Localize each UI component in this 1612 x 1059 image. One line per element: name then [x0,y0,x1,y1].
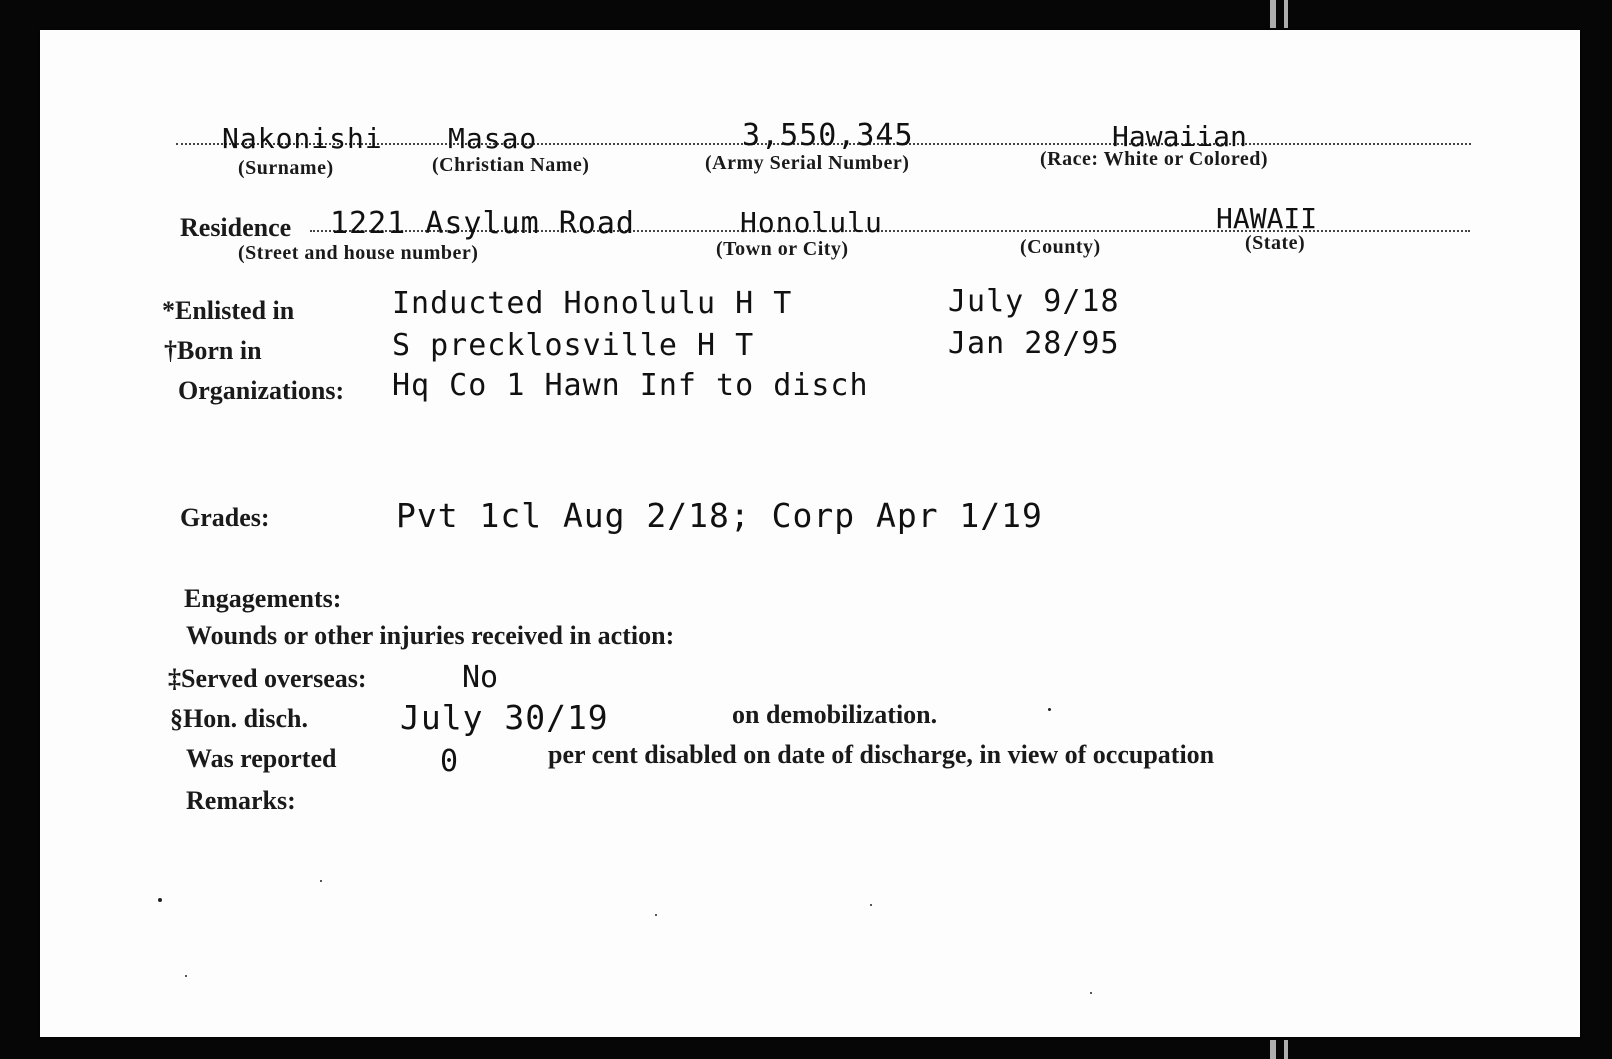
christian-name-caption: (Christian Name) [432,154,590,176]
enlisted-label: *Enlisted in [162,296,295,325]
street-caption: (Street and house number) [238,242,479,264]
enlisted-value: Inducted Honolulu H T [392,286,793,321]
county-caption: (County) [1020,236,1101,258]
remarks-label: Remarks: [186,786,296,815]
born-value: S precklosville H T [392,328,755,363]
serial-caption: (Army Serial Number) [705,152,910,174]
residence-town-value: Honolulu [740,206,883,239]
hon-disch-suffix: on demobilization. [732,700,938,729]
film-edge-mark [1270,0,1276,28]
residence-street-value: 1221 Asylum Road [330,206,635,241]
grades-value: Pvt 1cl Aug 2/18; Corp Apr 1/19 [396,496,1043,535]
born-date: Jan 28/95 [948,326,1120,361]
engagements-label: Engagements: [184,584,342,613]
town-caption: (Town or City) [716,238,849,260]
organizations-label: Organizations: [178,376,345,405]
grades-label: Grades: [180,503,270,532]
scan-speck [320,880,322,882]
scan-speck [655,914,657,916]
wounds-label: Wounds or other injuries received in action: [186,621,675,650]
residence-state-value: HAWAII [1216,202,1318,235]
disability-label: Was reported [186,744,337,773]
serial-number-value: 3,550,345 [742,118,914,153]
scan-speck [870,904,872,906]
surname-value: Nakonishi [222,122,383,155]
scan-speck [1090,992,1092,994]
hon-disch-label: §Hon. disch. [170,704,308,733]
served-overseas-value: No [462,660,499,695]
born-label: †Born in [164,336,262,365]
scan-speck [1048,708,1051,711]
state-caption: (State) [1245,232,1306,254]
race-value: Hawaiian [1112,120,1247,153]
film-edge-mark [1284,0,1288,28]
film-edge-mark [1270,1040,1276,1059]
organizations-value: Hq Co 1 Hawn Inf to disch [392,368,869,403]
race-caption: (Race: White or Colored) [1040,148,1269,170]
film-edge-mark [1284,1040,1288,1059]
residence-label: Residence [180,213,292,242]
disability-suffix: per cent disabled on date of discharge, in view of occupation [548,740,1215,769]
scan-speck [185,975,187,977]
disability-value: 0 [440,744,459,779]
hon-disch-date: July 30/19 [400,698,609,737]
service-record-card [40,30,1580,1037]
served-overseas-label: ‡Served overseas: [168,664,367,693]
enlisted-date: July 9/18 [948,284,1120,319]
surname-caption: (Surname) [238,157,334,179]
scan-speck [158,898,162,902]
christian-name-value: Masao [448,122,538,155]
